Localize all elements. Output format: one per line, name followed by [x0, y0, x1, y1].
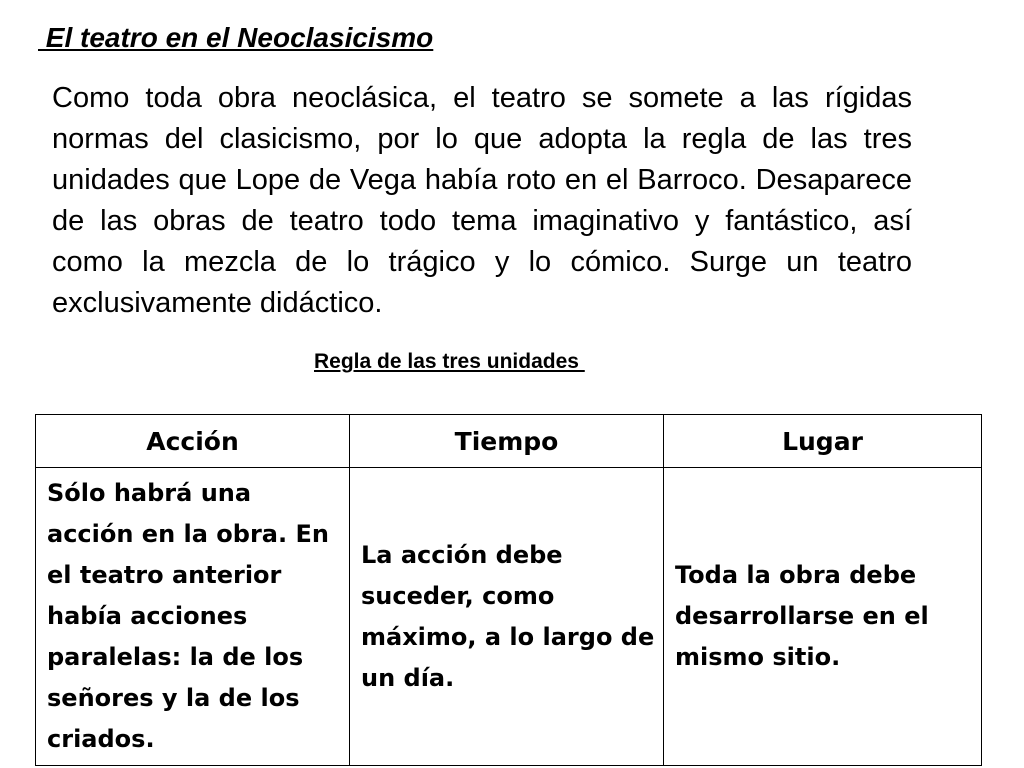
column-header-tiempo: Tiempo [350, 415, 664, 468]
column-header-lugar: Lugar [664, 415, 982, 468]
cell-lugar: Toda la obra debe desarrollarse en el mismo sitio. [664, 468, 982, 766]
column-header-accion: Acción [36, 415, 350, 468]
cell-tiempo: La acción debe suceder, como máximo, a lo largo de un día. [350, 468, 664, 766]
three-unities-table [35, 414, 982, 766]
table-row [36, 468, 982, 766]
table-heading: Regla de las tres unidades [314, 350, 585, 373]
cell-accion: Sólo habrá una acción en la obra. En el teatro anterior había acciones paralelas: la de los señores y la de los criados. [36, 468, 350, 766]
page-title: El teatro en el Neoclasicismo [38, 22, 434, 53]
intro-paragraph: Como toda obra neoclásica, el teatro se somete a las rígidas normas del clasicismo, por lo que adopta la regla de las tres unidades que Lope de Vega había roto en el Barroco. Desaparece de las obras de teatro todo tema imaginativo y fantástico, así como la mezcla de lo trágico y lo cómico. Surge un teatro exclusivamente didáctico. [52, 82, 912, 319]
table-header-row [36, 415, 982, 468]
